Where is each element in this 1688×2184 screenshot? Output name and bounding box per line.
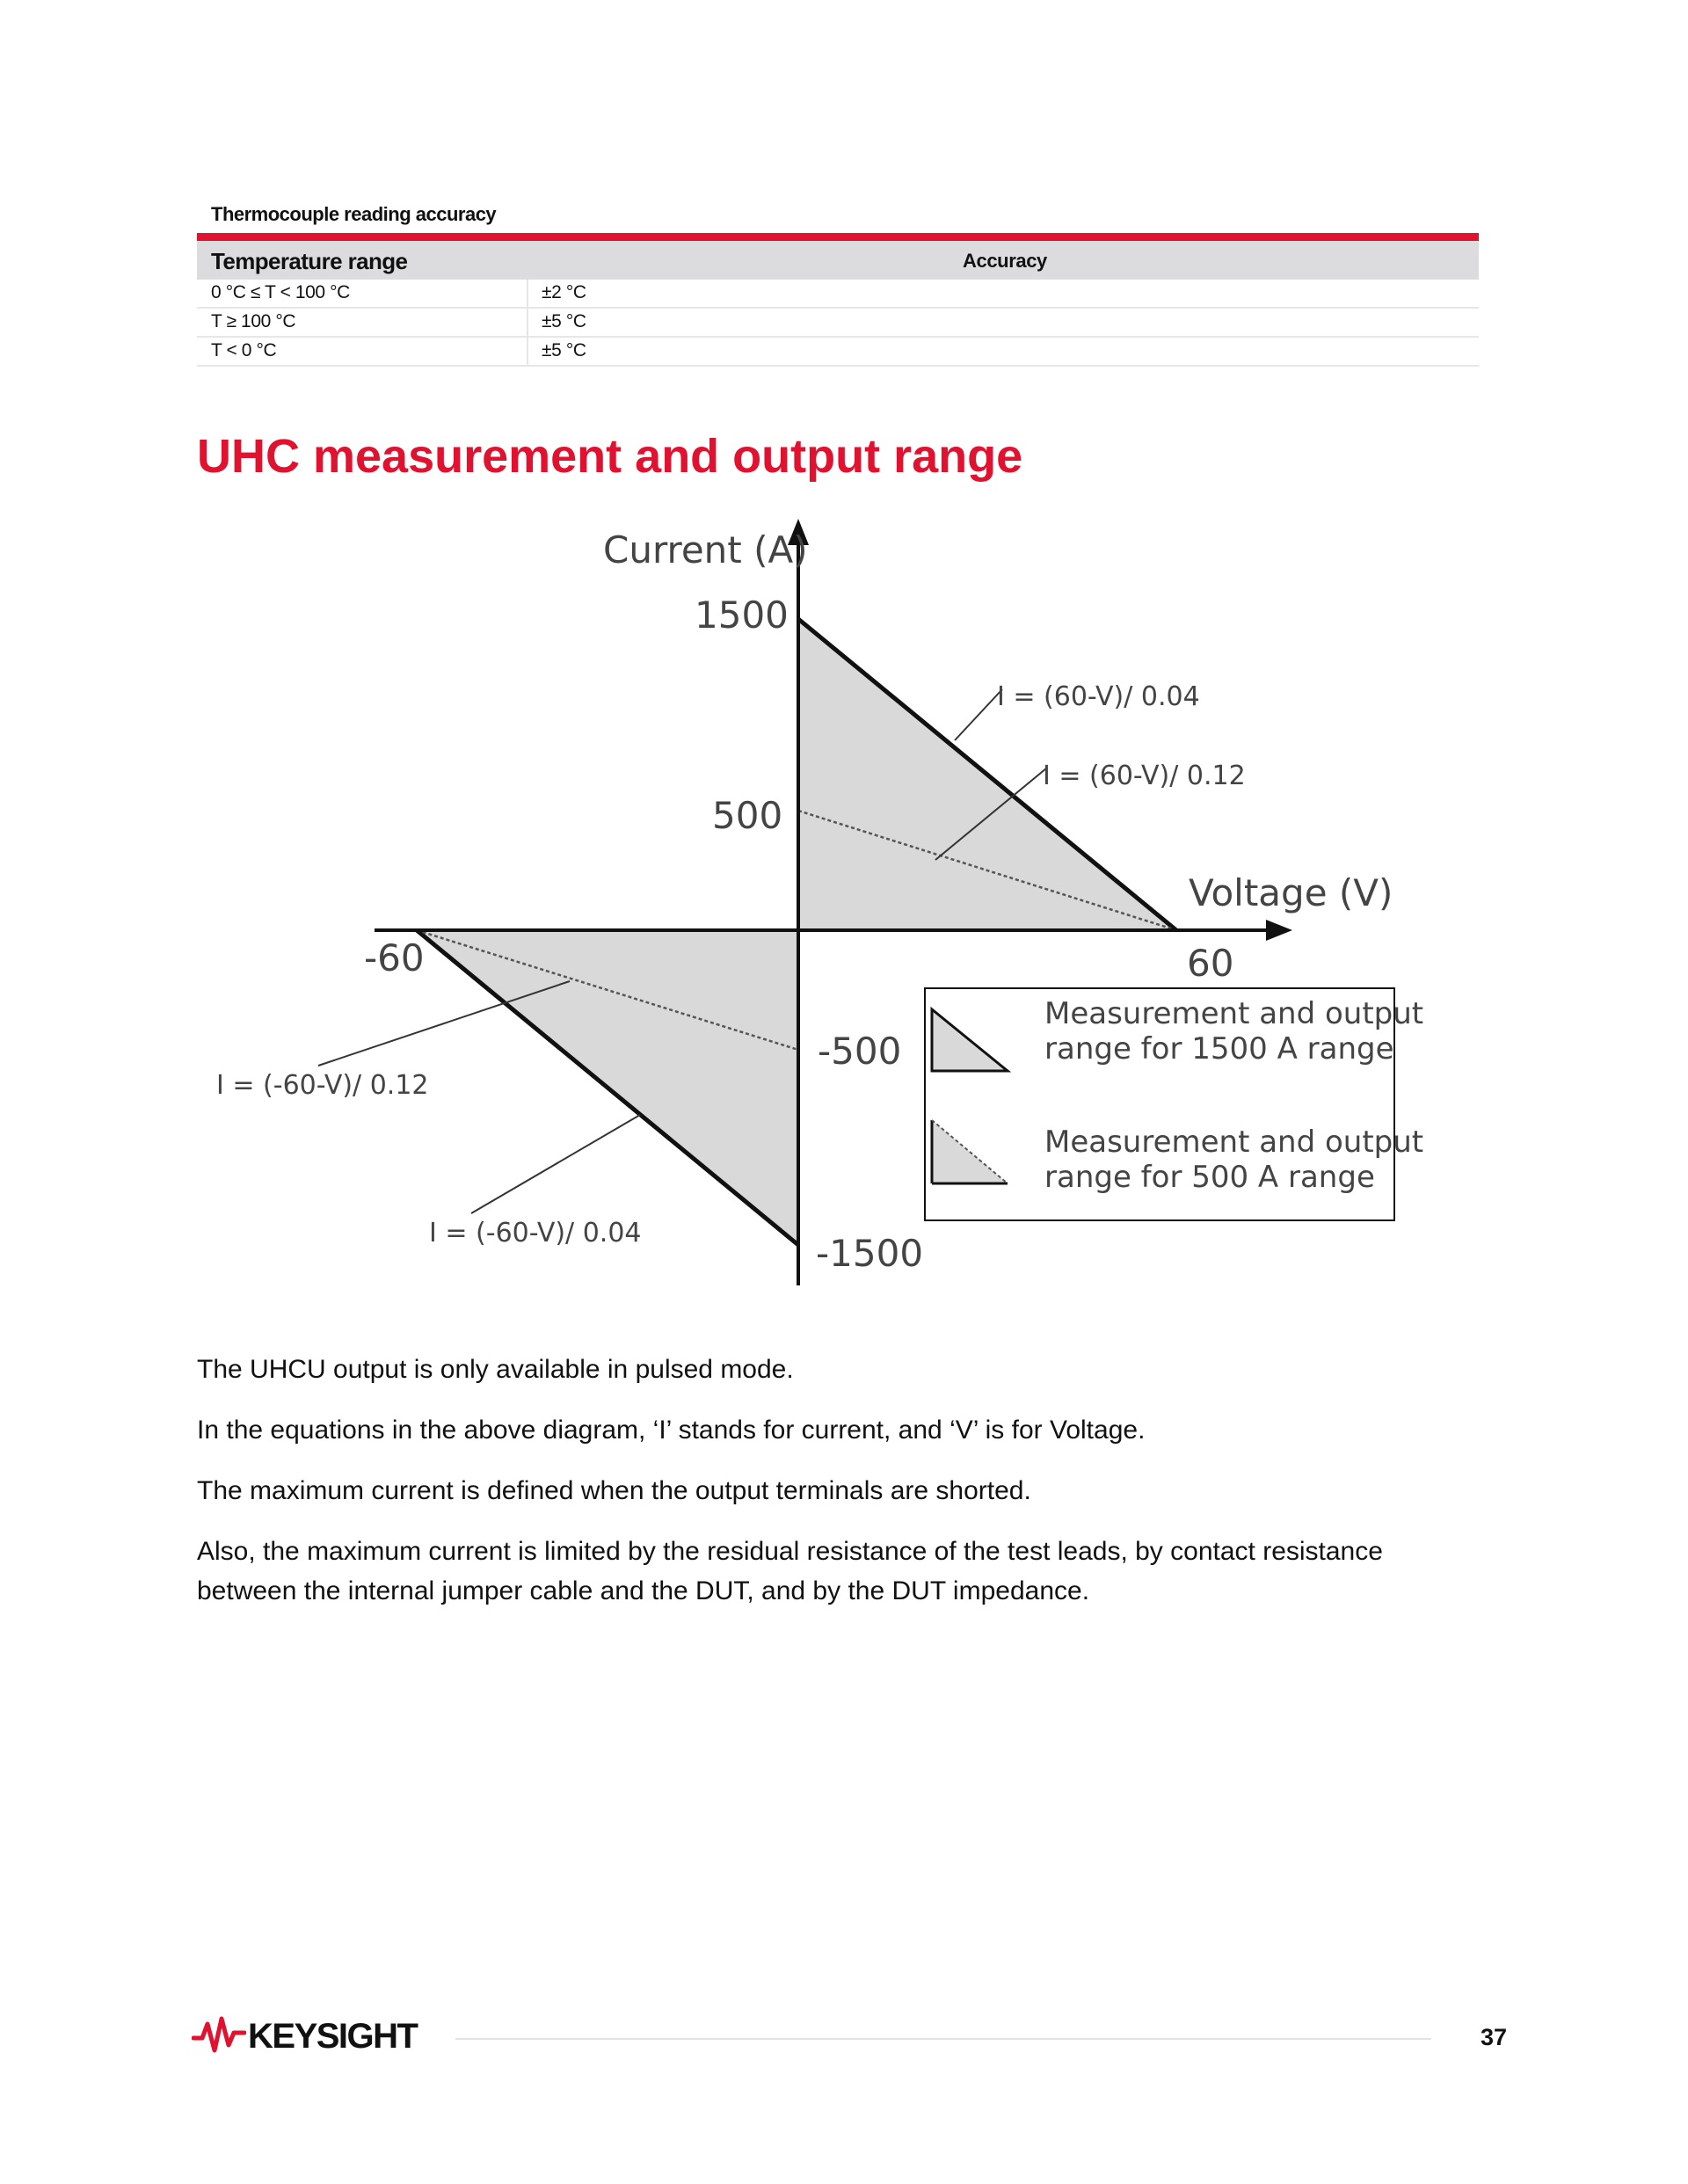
- table-cell-accuracy: ±2 °C: [542, 282, 586, 302]
- y-tick-500: 500: [712, 794, 783, 837]
- equation-top-outer: I = (60-V)/ 0.04: [997, 681, 1200, 712]
- keysight-wave-icon: [192, 2015, 246, 2054]
- equation-bottom-inner: I = (-60-V)/ 0.12: [216, 1070, 429, 1101]
- table-cell-range: 0 °C ≤ T < 100 °C: [211, 282, 350, 302]
- footer-divider: [455, 2038, 1431, 2040]
- table-caption: Thermocouple reading accuracy: [211, 203, 497, 225]
- brand-logo-text: KEYSIGHT: [248, 2017, 418, 2056]
- legend-item-1500a-line2: range for 1500 A range: [1044, 1031, 1394, 1067]
- header-accuracy: Accuracy: [963, 250, 1047, 272]
- paragraph: In the equations in the above diagram, ‘I’ stands for current, and ‘V’ is for Voltage.: [197, 1416, 1146, 1445]
- equation-bottom-outer: I = (-60-V)/ 0.04: [429, 1218, 642, 1249]
- legend-item-500a-line1: Measurement and output: [1044, 1125, 1424, 1160]
- table-cell-accuracy: ±5 °C: [542, 340, 586, 360]
- leader-eq-top-outer: [955, 689, 1002, 740]
- legend-item-1500a-line1: Measurement and output: [1044, 996, 1424, 1031]
- x-tick-minus-60: -60: [364, 936, 425, 979]
- y-axis-label: Current (A): [603, 528, 808, 571]
- paragraph: The UHCU output is only available in pulsed mode.: [197, 1355, 794, 1384]
- paragraph: Also, the maximum current is limited by the residual resistance of the test leads, by contact resistance between the internal jumper cable and the DUT, and by the DUT impedance.: [197, 1537, 1383, 1605]
- x-tick-60: 60: [1187, 942, 1234, 985]
- x-axis-arrow: [1266, 920, 1292, 941]
- header-temperature-range: Temperature range: [211, 248, 408, 274]
- y-tick-minus-500: -500: [818, 1030, 902, 1073]
- y-tick-minus-1500: -1500: [816, 1232, 924, 1275]
- paragraph: The maximum current is defined when the output terminals are shorted.: [197, 1476, 1031, 1505]
- table-cell-range: T ≥ 100 °C: [211, 311, 296, 331]
- equation-top-inner: I = (60-V)/ 0.12: [1043, 761, 1246, 791]
- table-cell-accuracy: ±5 °C: [542, 311, 586, 331]
- legend-item-500a-line2: range for 500 A range: [1044, 1160, 1375, 1195]
- y-tick-1500: 1500: [695, 593, 789, 637]
- leader-eq-bottom-outer: [471, 1115, 640, 1213]
- section-heading: UHC measurement and output range: [197, 430, 1023, 483]
- x-axis-label: Voltage (V): [1189, 871, 1393, 914]
- table-cell-range: T < 0 °C: [211, 340, 277, 360]
- page-number: 37: [1481, 2024, 1508, 2050]
